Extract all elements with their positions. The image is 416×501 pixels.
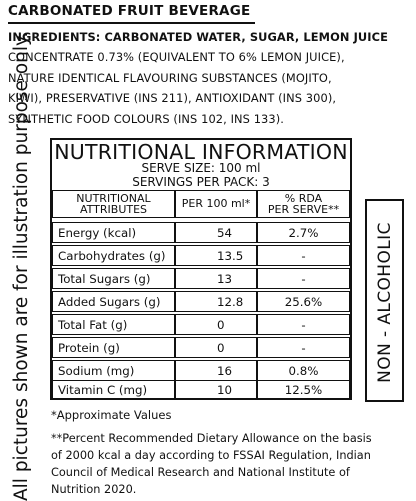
nutrition-heading: NUTRITIONAL INFORMATION [54,140,348,164]
row-rda: 0.8% [257,360,350,381]
row-per100: 13.5 [175,245,257,266]
rda-footnote-line: **Percent Recommended Dietary Allowance on the basis [51,432,372,445]
approx-footnote: *Approximate Values [51,408,172,422]
ingredients-block [8,27,412,129]
row-rda: 25.6% [257,291,350,312]
row-per100: 13 [175,268,257,289]
rda-footnote-line: Council of Medical Research and National Institute of [51,466,350,479]
ingredients-line: KIWI), PRESERVATIVE (INS 211), ANTIOXIDANT (INS 300), [8,91,337,106]
row-rda: - [257,245,350,266]
row-name: Vitamin C (mg) [52,380,175,400]
rda-footnote-line: Nutrition 2020. [51,483,137,496]
row-rda: - [257,337,350,358]
row-rda: - [257,314,350,335]
ingredients-line: SYNTHETIC FOOD COLOURS (INS 102, INS 133). [8,111,285,126]
non-alcoholic-label: NON - ALCOHOLIC [375,222,395,383]
header-text: NUTRITIONAL [76,191,151,205]
ingredients-line: CONCENTRATE 0.73% (EQUIVALENT TO 6% LEMON JUICE), [8,50,345,65]
header-rda [257,190,350,218]
row-per100: 10 [175,380,257,400]
header-per100 [175,190,257,218]
servings-per-pack: SERVINGS PER PACK: 3 [132,175,270,189]
header-text: PER 100 ml* [181,197,251,211]
header-text: % RDA [284,191,323,205]
row-name: Total Fat (g) [52,314,175,335]
header-text: ATTRIBUTES [79,203,148,216]
nutrition-panel [50,138,352,400]
row-rda: 2.7% [257,222,350,243]
row-name: Added Sugars (g) [52,291,175,312]
row-rda: - [257,268,350,289]
row-name: Energy (kcal) [52,222,175,243]
row-name: Carbohydrates (g) [52,245,175,266]
ingredients-line: INGREDIENTS: CARBONATED WATER, SUGAR, LEMON JUICE [8,30,388,44]
row-per100: 16 [175,360,257,381]
row-name: Total Sugars (g) [52,268,175,289]
row-name: Sodium (mg) [52,360,175,381]
row-name: Protein (g) [52,337,175,358]
product-title: CARBONATED FRUIT BEVERAGE [8,3,251,19]
serve-size: SERVE SIZE: 100 ml [141,161,261,175]
rda-footnote-line: of 2000 kcal a day according to FSSAI Regulation, Indian [51,449,371,462]
header-text: PER SERVE** [267,203,340,216]
row-per100: 54 [175,222,257,243]
non-alcoholic-badge [365,199,404,402]
header-attributes [52,190,175,218]
illustration-disclaimer: All pictures shown are for illustration purpose only. [11,31,32,501]
title-underline [8,22,255,24]
row-per100: 0 [175,337,257,358]
row-per100: 0 [175,314,257,335]
row-rda: 12.5% [257,380,350,400]
row-per100: 12.8 [175,291,257,312]
ingredients-line: NATURE IDENTICAL FLAVOURING SUBSTANCES (MOJITO, [8,70,332,85]
rda-footnote [51,430,413,498]
